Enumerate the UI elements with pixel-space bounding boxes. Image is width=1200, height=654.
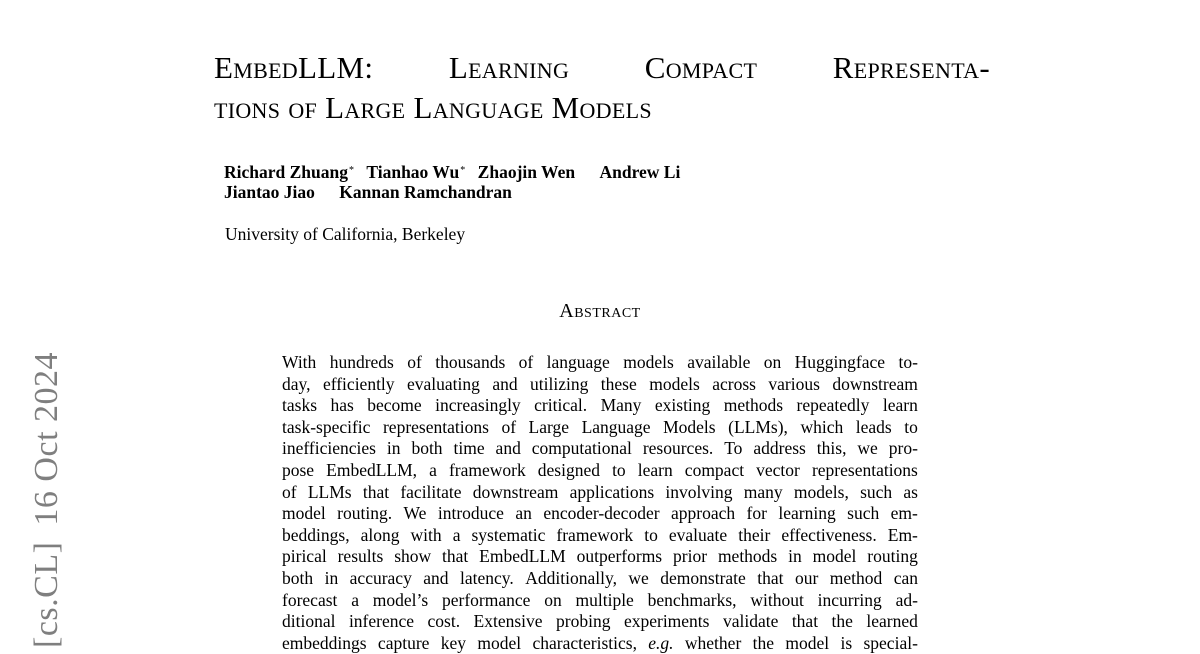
abstract-word: EmbedLLM	[479, 546, 566, 567]
author-list	[224, 162, 688, 202]
abstract-word: efficiently	[322, 373, 395, 394]
abstract-line	[282, 482, 918, 504]
abstract-word: task-specific	[282, 416, 371, 437]
abstract-word: show	[394, 546, 432, 567]
abstract-word: whether	[684, 632, 742, 653]
abstract-word: a	[429, 459, 437, 480]
abstract-word: such	[860, 481, 893, 502]
abstract-word: pro-	[888, 438, 918, 459]
abstract-word: learn	[637, 459, 673, 480]
author-name: Jiantao Jiao	[224, 182, 315, 202]
abstract-word: learning	[778, 503, 836, 524]
author-name: Zhaojin Wen	[477, 162, 576, 182]
abstract-word: to	[612, 459, 626, 480]
equal-contribution-mark: *	[349, 165, 354, 176]
paper-title	[214, 48, 990, 128]
abstract-heading: Abstract	[559, 300, 641, 322]
abstract-word: Large	[528, 416, 570, 437]
abstract-word: critical.	[534, 395, 588, 416]
abstract-word: as	[903, 481, 918, 502]
abstract-word: vector	[756, 459, 800, 480]
abstract-word: existing	[654, 395, 711, 416]
abstract-word: that	[442, 546, 469, 567]
abstract-word: methods	[717, 546, 778, 567]
abstract-line	[282, 633, 918, 654]
title-word: Representa-	[832, 50, 990, 85]
abstract-word: (LLMs),	[728, 416, 788, 437]
abstract-word: we	[857, 438, 878, 459]
abstract-word: cost.	[427, 611, 461, 632]
title-line-1	[214, 48, 990, 88]
author	[599, 162, 680, 182]
abstract-word: models	[649, 373, 700, 394]
abstract-word: forecast	[282, 589, 338, 610]
author-name: Andrew Li	[599, 162, 681, 182]
abstract-word: model’s	[372, 589, 429, 610]
abstract-word: and	[495, 438, 521, 459]
abstract-word: these	[600, 373, 637, 394]
abstract-word: approach	[670, 503, 736, 524]
abstract-word: tasks	[282, 395, 317, 416]
abstract-word: facilitate	[400, 481, 462, 502]
abstract-word: characteristics,	[532, 632, 637, 653]
abstract-word: many	[743, 481, 783, 502]
abstract-word: an	[515, 503, 532, 524]
abstract-word: model	[477, 632, 522, 653]
abstract-word: without	[750, 589, 804, 610]
abstract-word: applications	[569, 481, 655, 502]
abstract-word: computational	[531, 438, 632, 459]
abstract-word: leads	[855, 416, 892, 437]
abstract-word: of	[501, 416, 517, 437]
abstract-word: Many	[600, 395, 642, 416]
author	[224, 162, 354, 182]
abstract-word: is	[840, 632, 853, 653]
author-name: Kannan Ramchandran	[339, 182, 512, 202]
abstract-word: learned	[866, 611, 918, 632]
abstract-word: repeatedly	[796, 395, 870, 416]
abstract-line	[282, 611, 918, 633]
abstract-word: ditional	[282, 611, 336, 632]
abstract-line	[282, 395, 918, 417]
abstract-word: model	[282, 503, 326, 524]
abstract-word: become	[367, 395, 422, 416]
abstract-word: inference	[348, 611, 415, 632]
abstract-word: models	[623, 352, 674, 372]
abstract-word: encoder-decoder	[543, 503, 660, 524]
abstract-word: involving	[665, 481, 733, 502]
abstract-word: across	[712, 373, 756, 394]
abstract-word: of	[282, 481, 297, 502]
abstract-word: of	[518, 352, 534, 372]
abstract-word: probing	[556, 611, 611, 632]
abstract-word: key	[440, 632, 467, 653]
abstract-word: model	[785, 632, 830, 653]
abstract-word: both	[282, 567, 314, 588]
abstract-word: to	[904, 416, 918, 437]
abstract-word: pose	[282, 459, 315, 480]
abstract-word: representations	[382, 416, 489, 437]
abstract-word: of	[407, 352, 422, 372]
abstract-line	[282, 352, 918, 374]
title-word: Learning	[448, 50, 570, 85]
abstract-word: which	[800, 416, 844, 437]
abstract-word: demonstrate	[660, 567, 746, 588]
abstract-word: day,	[282, 373, 311, 394]
abstract-word: can	[893, 567, 918, 588]
abstract-word: designed	[537, 459, 600, 480]
abstract-word: downstream	[472, 481, 559, 502]
abstract-word: Models	[663, 416, 716, 437]
abstract-line	[282, 503, 918, 525]
abstract-word: for	[746, 503, 767, 524]
abstract-word: incurring	[817, 589, 882, 610]
abstract-word: thousands	[435, 352, 506, 372]
abstract-word: along	[360, 524, 400, 545]
abstract-word: routing	[867, 546, 918, 567]
arxiv-date: 16 Oct 2024	[28, 351, 65, 526]
abstract-word: evaluating	[406, 373, 480, 394]
abstract-word: evaluate	[668, 524, 728, 545]
abstract-word: the	[752, 632, 775, 653]
abstract-word: compact	[684, 459, 745, 480]
abstract-word: To	[724, 438, 743, 459]
abstract-word: learn	[882, 395, 918, 416]
abstract-word: capture	[377, 632, 430, 653]
abstract-line	[282, 460, 918, 482]
abstract-word: with	[410, 524, 442, 545]
abstract-word: e.g.	[648, 632, 674, 653]
abstract-word: that	[791, 611, 819, 632]
abstract-word: our	[794, 567, 819, 588]
abstract-word: Language	[581, 416, 651, 437]
arxiv-stamp	[28, 308, 66, 648]
abstract-word: to-	[898, 352, 918, 372]
author-name: Tianhao Wu	[366, 162, 460, 182]
abstract-word: With	[282, 352, 317, 372]
abstract-word: Extensive	[473, 611, 543, 632]
abstract-word: and	[423, 567, 449, 588]
abstract-line	[282, 590, 918, 612]
abstract-word: benchmarks,	[647, 589, 737, 610]
abstract-word: increasingly	[435, 395, 521, 416]
abstract-word: model	[812, 546, 857, 567]
abstract-line	[282, 546, 918, 568]
abstract-word: pirical	[282, 546, 327, 567]
abstract-word: their	[738, 524, 771, 545]
abstract-word: utilizing	[530, 373, 589, 394]
title-word: Compact	[644, 50, 758, 85]
abstract-word: time	[453, 438, 485, 459]
abstract-word: various	[768, 373, 820, 394]
author-row-1	[224, 162, 688, 182]
abstract-word: framework	[448, 459, 526, 480]
abstract-body	[282, 352, 918, 654]
abstract-word: the	[831, 611, 853, 632]
abstract-word: We	[403, 503, 427, 524]
abstract-word: in	[386, 438, 401, 459]
author	[224, 182, 315, 202]
abstract-word: outperforms	[576, 546, 663, 567]
abstract-word: embeddings	[282, 632, 367, 653]
abstract-word: models,	[793, 481, 849, 502]
abstract-word: hundreds	[329, 352, 394, 372]
abstract-word: Huggingface	[794, 352, 886, 372]
abstract-word: we	[628, 567, 649, 588]
author	[339, 182, 512, 202]
abstract-word: methods	[723, 395, 784, 416]
abstract-word: inefficiencies	[282, 438, 376, 459]
arxiv-category: [cs.CL]	[28, 541, 65, 648]
abstract-word: that	[757, 567, 784, 588]
abstract-word: results	[337, 546, 384, 567]
abstract-word: beddings,	[282, 524, 350, 545]
abstract-word: representations	[811, 459, 918, 480]
abstract-word: on	[763, 352, 782, 372]
abstract-word: has	[330, 395, 354, 416]
abstract-word: systematic	[471, 524, 546, 545]
affiliation: University of California, Berkeley	[225, 224, 466, 244]
abstract-word: such	[847, 503, 880, 524]
abstract-word: a	[452, 524, 461, 545]
abstract-word: to	[644, 524, 658, 545]
abstract-word: experiments	[623, 611, 710, 632]
abstract-line	[282, 438, 918, 460]
abstract-word: in	[324, 567, 339, 588]
abstract-word: accuracy	[349, 567, 412, 588]
abstract-word: in	[788, 546, 802, 567]
abstract-word: prior	[673, 546, 708, 567]
abstract-word: both	[411, 438, 443, 459]
abstract-word: routing.	[337, 503, 393, 524]
abstract-word: method	[829, 567, 883, 588]
abstract-word: framework	[556, 524, 634, 545]
author	[478, 162, 575, 182]
abstract-word: LLMs	[307, 481, 352, 502]
abstract-word: special-	[863, 632, 918, 653]
abstract-word: latency.	[460, 567, 514, 588]
abstract-word: EmbedLLM,	[326, 459, 418, 480]
abstract-word: multiple	[575, 589, 634, 610]
abstract-word: ad-	[895, 589, 918, 610]
abstract-line	[282, 417, 918, 439]
abstract-word: and	[492, 373, 518, 394]
abstract-word: that	[362, 481, 390, 502]
abstract-word: performance	[441, 589, 531, 610]
abstract-word: validate	[722, 611, 779, 632]
abstract-word: effectiveness.	[781, 524, 877, 545]
abstract-word: a	[351, 589, 359, 610]
abstract-word: Em-	[887, 524, 918, 545]
title-word: EmbedLLM:	[214, 50, 374, 85]
abstract-word: em-	[890, 503, 918, 524]
abstract-word: available	[687, 352, 751, 372]
abstract-line	[282, 568, 918, 590]
author-name: Richard Zhuang	[224, 162, 348, 182]
equal-contribution-mark: *	[460, 165, 466, 176]
author-row-2	[224, 182, 688, 202]
abstract-word: on	[544, 589, 562, 610]
abstract-line	[282, 374, 918, 396]
abstract-word: address	[753, 438, 806, 459]
author	[366, 162, 465, 182]
abstract-line	[282, 525, 918, 547]
abstract-word: downstream	[832, 373, 918, 394]
abstract-word: Additionally,	[525, 567, 617, 588]
abstract-word: introduce	[437, 503, 504, 524]
abstract-word: this,	[816, 438, 847, 459]
abstract-word: resources.	[642, 438, 714, 459]
abstract-word: language	[546, 352, 610, 372]
title-line-2: tions of Large Language Models	[214, 90, 652, 125]
